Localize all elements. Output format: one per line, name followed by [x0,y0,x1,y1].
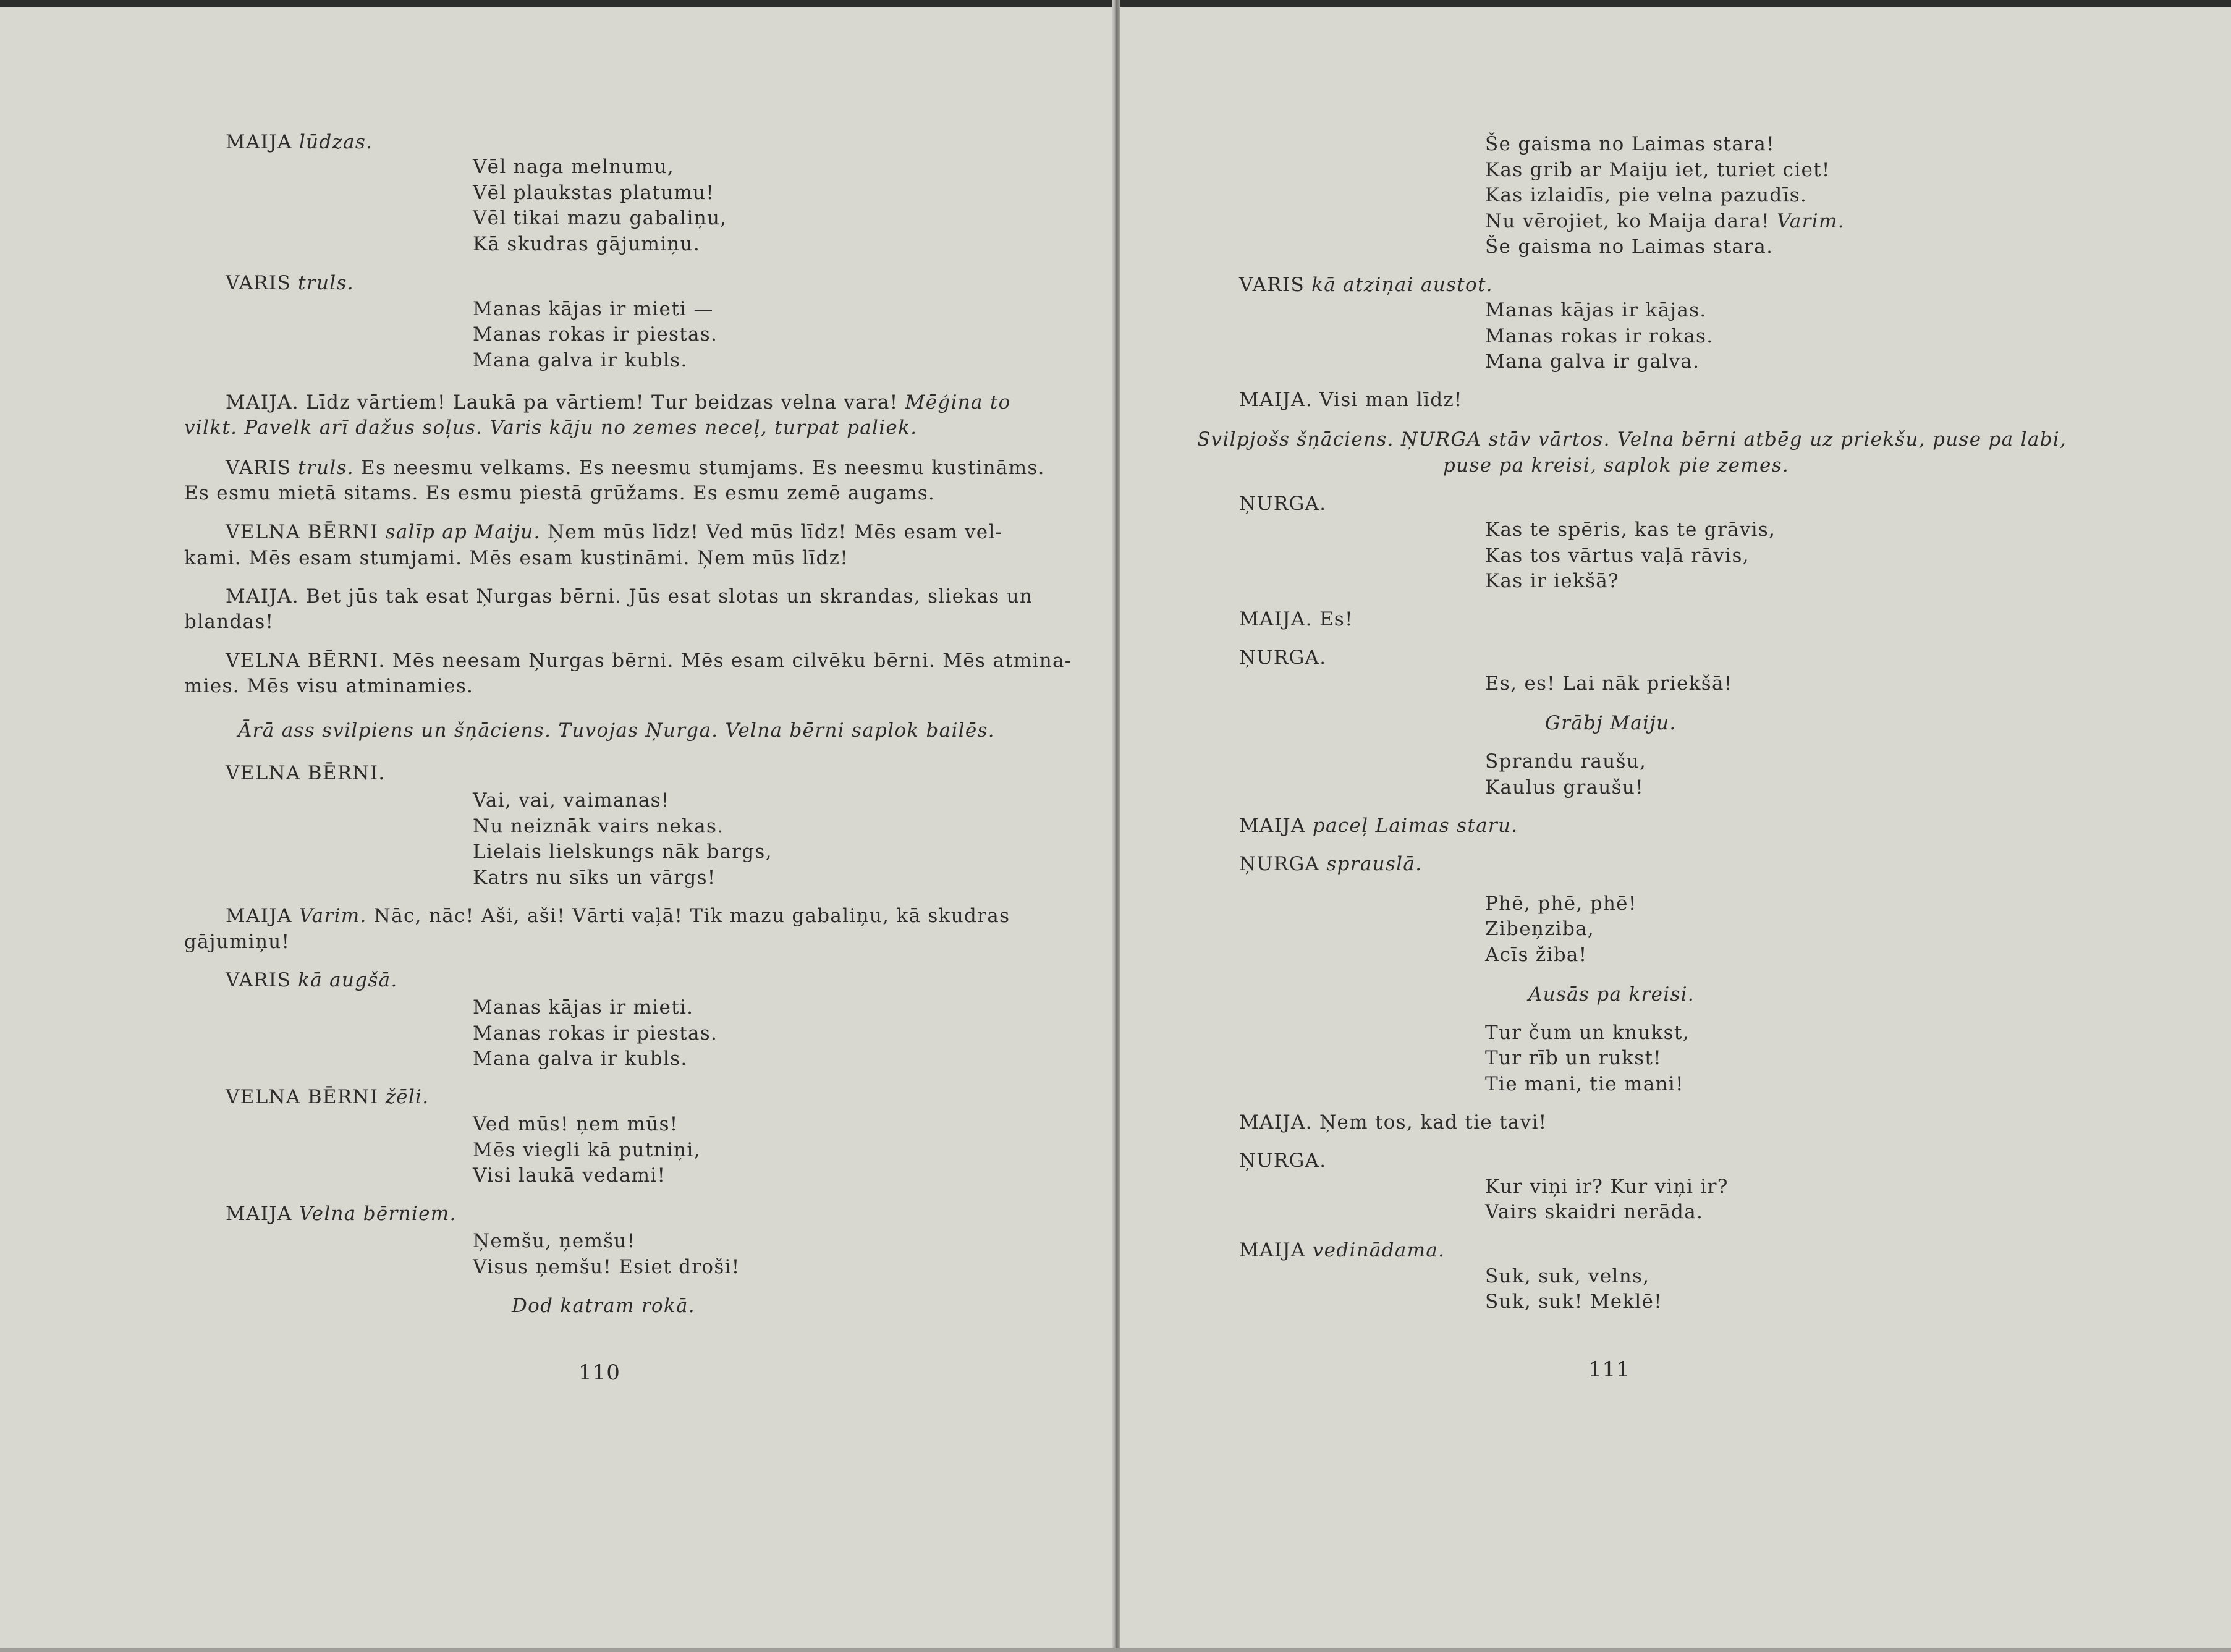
right-page-text-line [1485,349,1700,375]
dialogue-text: Vairs skaidri nerāda. [1485,1201,1704,1223]
right-page-text-line [1485,1071,1684,1097]
dialogue-text: Kā skudras gājumiņu. [473,233,701,255]
dialogue-text: MAIJA [226,905,299,927]
stage-direction: kā augšā. [298,969,398,991]
dialogue-text: Phē, phē, phē! [1485,892,1637,915]
dialogue-text: Manas rokas ir rokas. [1485,325,1714,347]
left-page-text-line [226,1201,457,1227]
dialogue-text: VARIS [226,272,298,294]
dialogue-text: Sprandu raušu, [1485,750,1647,773]
dialogue-text: MAIJA [226,131,299,153]
left-page-text-line [473,1163,666,1188]
book-gutter [1112,0,1120,1652]
dialogue-text: VELNA BĒRNI. [226,762,386,784]
dialogue-text: Mana galva ir galva. [1485,350,1700,373]
stage-direction: Varim. [1777,210,1845,232]
right-page-text-line [1545,710,1677,736]
dialogue-text: Vēl naga melnumu, [473,156,675,178]
page-number-right: 111 [1588,1357,1630,1382]
dialogue-text: Mana galva ir kubls. [473,349,688,371]
left-page-text-line [473,1046,687,1072]
stage-direction: žēli. [385,1086,430,1108]
stage-direction: paceļ Laimas staru. [1312,815,1518,837]
dialogue-text: MAIJA [1239,1239,1313,1261]
stage-direction: Grābj Maiju. [1545,712,1677,734]
right-page-text-line [1485,1199,1703,1225]
dialogue-text: Manas kājas ir kājas. [1485,299,1707,321]
left-page-text-line [473,1020,718,1046]
right-page-text-line [1485,1263,1649,1289]
right-page-text-line [1485,208,1845,234]
left-page-text-line [226,270,354,296]
right-page-text-line [1485,157,1831,183]
dialogue-text: Kur viņi ir? Kur viņi ir? [1485,1175,1729,1198]
dialogue-text: VELNA BĒRNI [226,521,386,543]
stage-direction: puse pa kreisi, saplok pie zemes. [1443,454,1789,477]
stage-direction: Velna bērniem. [298,1203,457,1225]
right-page-text-line [1239,272,1493,298]
dialogue-text: Vēl tikai mazu gabaliņu, [473,207,727,229]
dialogue-text: ŅURGA. [1239,493,1327,515]
dialogue-text: Še gaisma no Laimas stara. [1485,235,1774,258]
right-page-text-line [1485,891,1637,917]
right-page-text-line [1485,748,1646,774]
left-page-text-line [226,1084,429,1110]
stage-direction: Ausās pa kreisi. [1528,983,1695,1006]
dialogue-text: Kas grib ar Maiju iet, turiet ciet! [1485,159,1831,181]
dialogue-text: Visi laukā vedami! [473,1164,666,1187]
dialogue-text: Mēs viegli kā putniņi, [473,1139,701,1161]
right-page-text-line [1239,606,1353,632]
dialogue-text: Kaulus graušu! [1485,776,1644,798]
dialogue-text: Zibeņziba, [1485,918,1595,940]
right-page-text-line [1485,1289,1662,1315]
dialogue-text: Nāc, nāc! Aši, aši! Vārti vaļā! Tik mazu gabaliņu, kā skudras [366,905,1010,927]
right-page-text-line [1528,981,1695,1007]
dialogue-text: Suk, suk! Meklē! [1485,1290,1663,1313]
right-page-text-line [1485,774,1644,800]
stage-direction: vedinādama. [1312,1239,1446,1261]
left-page-text-line [473,1111,679,1137]
left-page-text-line [184,609,274,635]
left-page-text-line [184,480,935,506]
right-page-text-line [1485,942,1587,968]
stage-direction: Dod katram rokā. [512,1295,695,1317]
left-page-text-line [473,839,773,865]
right-page-top-edge [1120,0,2231,7]
dialogue-text: Suk, suk, velns, [1485,1265,1650,1287]
left-page-text-line [473,231,700,257]
page-number-left: 110 [578,1360,620,1385]
left-page-text-line [473,154,674,180]
dialogue-text: Vai, vai, vaimanas! [473,789,670,811]
stage-direction: salīp ap Maiju. [385,521,541,543]
dialogue-text: Nu vērojiet, ko Maija dara! [1485,210,1777,232]
stage-direction: sprauslā. [1326,853,1423,875]
dialogue-text: ŅURGA [1239,853,1327,875]
left-page-text-line [473,787,670,813]
right-page-text-line [1197,426,2067,452]
dialogue-text: Ņemšu, ņemšu! [473,1230,636,1252]
right-page-text-line [1485,916,1594,942]
left-page-text-line [184,673,473,699]
left-page-text-line [226,389,1011,415]
right-page-text-line [1485,323,1713,349]
right-page-text-line [1239,1148,1326,1174]
dialogue-text: Kas tos vārtus vaļā rāvis, [1485,544,1750,567]
dialogue-text: Kas ir iekšā? [1485,570,1619,592]
dialogue-text: ŅURGA. [1239,1150,1327,1172]
page-bottom-edge [0,1648,2231,1652]
dialogue-text: MAIJA. Bet jūs tak esat Ņurgas bērni. Jūs esat slotas un skrandas, sliekas un [226,585,1033,608]
dialogue-text: Vēl plaukstas platumu! [473,182,715,204]
dialogue-text: MAIJA. Līdz vārtiem! Laukā pa vārtiem! Tur beidzas velna vara! [226,391,905,413]
right-page-text-line [1485,1174,1729,1200]
left-page-text-line [184,415,917,441]
left-page-text-line [473,1137,701,1163]
left-page-text-line [226,519,1002,545]
left-page-text-line [226,583,1033,609]
dialogue-text: Lielais lielskungs nāk bargs, [473,841,773,863]
stage-direction: Svilpjošs šņāciens. ŅURGA stāv vārtos. Velna bērni atbēg uz priekšu, puse pa labi, [1197,428,2067,451]
dialogue-text: MAIJA. Es! [1239,608,1353,630]
dialogue-text: gājumiņu! [184,931,290,953]
stage-direction: lūdzas. [298,131,373,153]
left-page-text-line [226,648,1072,674]
right-page-text-line [1239,813,1518,839]
right-page-text-line [1485,182,1807,208]
stage-direction: Varim. [298,905,367,927]
dialogue-text: Katrs nu sīks un vārgs! [473,866,716,889]
left-page-text-line [226,455,1045,481]
left-page-text-line [512,1293,695,1319]
right-page-text-line [1485,1020,1690,1046]
dialogue-text: MAIJA [226,1203,299,1225]
left-page-text-line [473,180,714,206]
left-page-text-line [226,967,398,993]
left-page-text-line [238,718,995,743]
dialogue-text: VELNA BĒRNI. Mēs neesam Ņurgas bērni. Mēs esam cilvēku bērni. Mēs atmina- [226,650,1072,672]
left-page-top-edge [0,0,1112,7]
right-page-text-line [1239,851,1422,877]
left-page-text-line [473,205,727,231]
dialogue-text: Es esmu mietā sitams. Es esmu piestā grūžams. Es esmu zemē augams. [184,482,936,504]
dialogue-text: ŅURGA. [1239,646,1327,669]
left-page-text-line [473,994,693,1020]
stage-direction: vilkt. Pavelk arī dažus soļus. Varis kāju no zemes neceļ, turpat paliek. [184,417,918,439]
dialogue-text: Tie mani, tie mani! [1485,1073,1684,1095]
dialogue-text: MAIJA [1239,815,1313,837]
dialogue-text: Es, es! Lai nāk priekšā! [1485,672,1733,695]
dialogue-text: mies. Mēs visu atminamies. [184,675,474,697]
dialogue-text: VELNA BĒRNI [226,1086,386,1108]
dialogue-text: Ņem mūs līdz! Ved mūs līdz! Mēs esam vel- [540,521,1003,543]
dialogue-text: Manas kājas ir mieti. [473,996,694,1019]
right-page-text-line [1485,568,1619,594]
left-page-text-line [184,545,849,571]
dialogue-text: Acīs žiba! [1485,944,1588,966]
right-page-text-line [1485,1045,1662,1071]
right-page-text-line [1239,387,1463,413]
right-page-text-line [1239,1237,1445,1263]
dialogue-text: Kas izlaidīs, pie velna pazudīs. [1485,184,1808,206]
right-page-text-line [1485,517,1776,543]
left-page-text-line [226,903,1010,929]
right-page-text-line [1485,131,1775,157]
stage-direction: truls. [298,457,354,479]
right-page-text-line [1485,671,1733,697]
dialogue-text: Mana galva ir kubls. [473,1048,688,1070]
left-page-text-line [473,1254,740,1280]
right-page-text-line [1485,297,1707,323]
left-page-text-line [473,865,716,891]
right-page-text-line [1239,491,1326,517]
left-page-text-line [473,296,714,322]
stage-direction: truls. [298,272,354,294]
dialogue-text: VARIS [1239,274,1312,296]
right-page-text-line [1443,452,1789,478]
dialogue-text: Nu neiznāk vairs nekas. [473,815,724,837]
left-page-text-line [184,929,290,955]
dialogue-text: Manas rokas ir piestas. [473,1022,718,1044]
dialogue-text: blandas! [184,611,274,633]
stage-direction: Ārā ass svilpiens un šņāciens. Tuvojas Ņurga. Velna bērni saplok bailēs. [238,719,995,742]
right-page-text-line [1239,1109,1547,1135]
left-page-text-line [473,813,724,839]
dialogue-text: Še gaisma no Laimas stara! [1485,133,1775,155]
dialogue-text: Manas rokas ir piestas. [473,323,718,345]
right-page-text-line [1239,645,1326,671]
right-page-text-line [1485,234,1773,260]
stage-direction: Mēģina to [905,391,1011,413]
dialogue-text: MAIJA. Ņem tos, kad tie tavi! [1239,1111,1547,1133]
dialogue-text: kami. Mēs esam stumjami. Mēs esam kustināmi. Ņem mūs līdz! [184,547,849,569]
dialogue-text: Kas te spēris, kas te grāvis, [1485,519,1776,541]
dialogue-text: Tur rīb un rukst! [1485,1047,1662,1069]
stage-direction: kā atziņai austot. [1311,274,1493,296]
dialogue-text: MAIJA. Visi man līdz! [1239,389,1463,411]
left-page-text-line [226,129,373,155]
left-page-text-line [226,760,386,786]
dialogue-text: Tur čum un knukst, [1485,1022,1690,1044]
dialogue-text: VARIS [226,457,298,479]
right-page-text-line [1485,543,1750,569]
dialogue-text: Es neesmu velkams. Es neesmu stumjams. Es neesmu kustināms. [353,457,1045,479]
left-page-text-line [473,321,718,347]
dialogue-text: Visus ņemšu! Esiet droši! [473,1256,740,1278]
dialogue-text: Manas kājas ir mieti — [473,298,714,320]
left-page-text-line [473,347,687,373]
dialogue-text: VARIS [226,969,298,991]
left-page-text-line [473,1228,635,1254]
dialogue-text: Ved mūs! ņem mūs! [473,1113,679,1135]
